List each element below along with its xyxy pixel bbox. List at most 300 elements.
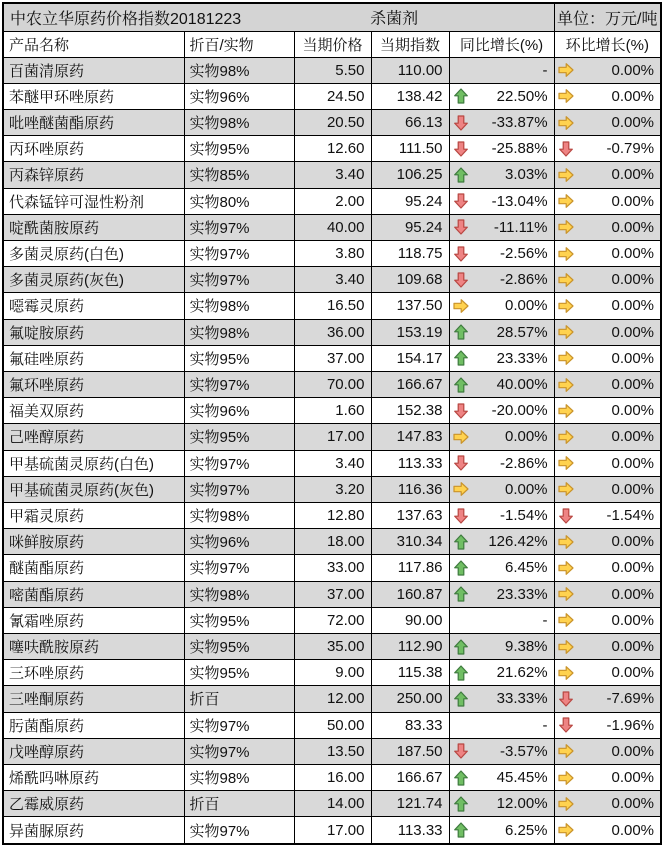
product-name-cell: 氟环唑原药	[3, 371, 184, 397]
yoy-growth-cell	[449, 686, 554, 712]
category-label: 杀菌剂	[370, 10, 419, 28]
growth-value: -0.79%	[606, 140, 655, 158]
current-index-cell: 137.50	[371, 293, 449, 319]
growth-value: -2.86%	[500, 454, 548, 472]
growth-value: 12.00%	[496, 795, 548, 813]
arrow-down-icon	[558, 508, 574, 524]
growth-value: 0.00%	[611, 769, 655, 787]
arrow-up-icon	[453, 534, 469, 550]
mom-growth-cell	[554, 345, 661, 371]
product-name-cell: 丙环唑原药	[3, 136, 184, 162]
yoy-growth-cell	[449, 424, 554, 450]
mom-growth-cell	[554, 476, 661, 502]
spec-cell: 实物97%	[184, 450, 294, 476]
spec-cell: 实物98%	[184, 57, 294, 83]
mom-growth-cell	[554, 398, 661, 424]
mom-growth-cell	[554, 686, 661, 712]
arrow-up-icon	[453, 324, 469, 340]
current-price-cell: 5.50	[294, 57, 371, 83]
mom-growth-cell	[554, 424, 661, 450]
current-price-cell: 12.60	[294, 136, 371, 162]
arrow-up-icon	[453, 691, 469, 707]
growth-value: 33.33%	[496, 690, 548, 708]
growth-value: 40.00%	[496, 376, 548, 394]
current-index-cell: 121.74	[371, 791, 449, 817]
product-name-cell: 噻呋酰胺原药	[3, 633, 184, 659]
current-price-cell: 24.50	[294, 83, 371, 109]
current-price-cell: 3.20	[294, 476, 371, 502]
arrow-right-icon	[558, 455, 574, 471]
current-price-cell: 2.00	[294, 188, 371, 214]
growth-value: 0.00%	[611, 585, 655, 603]
growth-value: 0.00%	[611, 218, 655, 236]
unit-label: 单位：万元/吨	[554, 3, 661, 31]
growth-value: 0.00%	[611, 428, 655, 446]
table-row	[3, 660, 661, 686]
growth-value: -	[542, 61, 548, 79]
arrow-right-icon	[453, 481, 469, 497]
current-index-cell: 166.67	[371, 764, 449, 790]
current-index-cell: 152.38	[371, 398, 449, 424]
current-price-cell: 1.60	[294, 398, 371, 424]
spec-cell: 实物97%	[184, 371, 294, 397]
table-row	[3, 633, 661, 659]
col-header-yoy: 同比增长(%)	[449, 31, 554, 57]
mom-growth-cell	[554, 109, 661, 135]
arrow-up-icon	[453, 167, 469, 183]
growth-value: -	[542, 611, 548, 629]
yoy-growth-cell	[449, 162, 554, 188]
current-price-cell: 36.00	[294, 319, 371, 345]
arrow-right-icon	[558, 62, 574, 78]
spec-cell: 实物95%	[184, 607, 294, 633]
yoy-growth-cell	[449, 476, 554, 502]
product-name-cell: 甲基硫菌灵原药(白色)	[3, 450, 184, 476]
spec-cell: 实物98%	[184, 502, 294, 528]
growth-value: -25.88%	[491, 140, 548, 158]
growth-value: -	[542, 716, 548, 734]
table-row	[3, 319, 661, 345]
current-index-cell: 109.68	[371, 267, 449, 293]
product-name-cell: 醚菌酯原药	[3, 555, 184, 581]
growth-value: -1.54%	[606, 507, 655, 525]
arrow-up-icon	[453, 665, 469, 681]
yoy-growth-cell	[449, 502, 554, 528]
spec-cell: 实物97%	[184, 267, 294, 293]
growth-value: -1.54%	[500, 507, 548, 525]
current-price-cell: 3.40	[294, 267, 371, 293]
product-name-cell: 噁霉灵原药	[3, 293, 184, 319]
arrow-right-icon	[558, 167, 574, 183]
mom-growth-cell	[554, 371, 661, 397]
table-row	[3, 83, 661, 109]
spec-cell: 实物96%	[184, 529, 294, 555]
arrow-down-icon	[558, 691, 574, 707]
spec-cell: 实物97%	[184, 476, 294, 502]
product-name-cell: 甲霜灵原药	[3, 502, 184, 528]
product-name-cell: 多菌灵原药(灰色)	[3, 267, 184, 293]
current-price-cell: 33.00	[294, 555, 371, 581]
arrow-up-icon	[453, 586, 469, 602]
product-name-cell: 福美双原药	[3, 398, 184, 424]
mom-growth-cell	[554, 293, 661, 319]
spec-cell: 实物98%	[184, 109, 294, 135]
yoy-growth-cell	[449, 450, 554, 476]
growth-value: 0.00%	[611, 611, 655, 629]
table-row	[3, 712, 661, 738]
arrow-up-icon	[453, 796, 469, 812]
product-name-cell: 氟硅唑原药	[3, 345, 184, 371]
arrow-up-icon	[453, 350, 469, 366]
yoy-growth-cell	[449, 712, 554, 738]
spec-cell: 实物80%	[184, 188, 294, 214]
table-row	[3, 450, 661, 476]
growth-value: 0.00%	[611, 349, 655, 367]
growth-value: 21.62%	[496, 664, 548, 682]
yoy-growth-cell	[449, 109, 554, 135]
yoy-growth-cell	[449, 555, 554, 581]
spec-cell: 实物96%	[184, 398, 294, 424]
table-row	[3, 136, 661, 162]
yoy-growth-cell	[449, 738, 554, 764]
table-row	[3, 555, 661, 581]
arrow-down-icon	[453, 246, 469, 262]
arrow-right-icon	[558, 219, 574, 235]
arrow-right-icon	[558, 560, 574, 576]
col-header-mom: 环比增长(%)	[554, 31, 661, 57]
growth-value: 45.45%	[496, 769, 548, 787]
growth-value: -33.87%	[491, 114, 548, 131]
product-name-cell: 乙霉威原药	[3, 791, 184, 817]
current-price-cell: 13.50	[294, 738, 371, 764]
growth-value: 0.00%	[611, 821, 655, 839]
table-row	[3, 240, 661, 266]
product-name-cell: 多菌灵原药(白色)	[3, 240, 184, 266]
table-row	[3, 345, 661, 371]
current-index-cell: 95.24	[371, 188, 449, 214]
mom-growth-cell	[554, 555, 661, 581]
spec-cell: 实物98%	[184, 319, 294, 345]
yoy-growth-cell	[449, 240, 554, 266]
current-index-cell: 154.17	[371, 345, 449, 371]
growth-value: 23.33%	[496, 349, 548, 367]
growth-value: 0.00%	[611, 533, 655, 551]
growth-value: 0.00%	[611, 114, 655, 131]
table-row	[3, 188, 661, 214]
current-price-cell: 12.80	[294, 502, 371, 528]
yoy-growth-cell	[449, 57, 554, 83]
arrow-right-icon	[558, 429, 574, 445]
current-price-cell: 17.00	[294, 424, 371, 450]
mom-growth-cell	[554, 240, 661, 266]
yoy-growth-cell	[449, 581, 554, 607]
arrow-down-icon	[453, 272, 469, 288]
growth-value: -11.11%	[493, 218, 548, 236]
arrow-right-icon	[558, 743, 574, 759]
arrow-right-icon	[558, 377, 574, 393]
spec-cell: 实物97%	[184, 555, 294, 581]
arrow-down-icon	[453, 141, 469, 157]
mom-growth-cell	[554, 502, 661, 528]
current-price-cell: 12.00	[294, 686, 371, 712]
growth-value: 0.00%	[611, 87, 655, 105]
growth-value: 6.25%	[504, 821, 548, 839]
product-name-cell: 肟菌酯原药	[3, 712, 184, 738]
spec-cell: 实物85%	[184, 162, 294, 188]
yoy-growth-cell	[449, 345, 554, 371]
spec-cell: 实物95%	[184, 136, 294, 162]
current-index-cell: 113.33	[371, 450, 449, 476]
table-row	[3, 738, 661, 764]
product-name-cell: 苯醚甲环唑原药	[3, 83, 184, 109]
growth-value: 0.00%	[611, 559, 655, 577]
mom-growth-cell	[554, 136, 661, 162]
mom-growth-cell	[554, 633, 661, 659]
arrow-up-icon	[453, 377, 469, 393]
arrow-down-icon	[453, 403, 469, 419]
growth-value: 0.00%	[611, 245, 655, 263]
current-index-cell: 83.33	[371, 712, 449, 738]
current-index-cell: 66.13	[371, 109, 449, 135]
growth-value: 0.00%	[611, 638, 655, 656]
table-row	[3, 476, 661, 502]
product-name-cell: 氟啶胺原药	[3, 319, 184, 345]
mom-growth-cell	[554, 764, 661, 790]
growth-value: 0.00%	[611, 271, 655, 289]
current-price-cell: 16.00	[294, 764, 371, 790]
current-price-cell: 50.00	[294, 712, 371, 738]
yoy-growth-cell	[449, 607, 554, 633]
growth-value: 22.50%	[496, 87, 548, 105]
current-price-cell: 3.40	[294, 162, 371, 188]
arrow-up-icon	[453, 88, 469, 104]
current-index-cell: 187.50	[371, 738, 449, 764]
table-row	[3, 581, 661, 607]
table-row	[3, 502, 661, 528]
growth-value: -3.57%	[500, 742, 548, 760]
arrow-right-icon	[558, 115, 574, 131]
arrow-up-icon	[453, 639, 469, 655]
arrow-down-icon	[453, 115, 469, 131]
current-index-cell: 90.00	[371, 607, 449, 633]
mom-growth-cell	[554, 57, 661, 83]
arrow-right-icon	[558, 822, 574, 838]
growth-value: 3.03%	[504, 166, 548, 184]
current-price-cell: 3.80	[294, 240, 371, 266]
growth-value: 0.00%	[611, 742, 655, 760]
current-index-cell: 110.00	[371, 57, 449, 83]
yoy-growth-cell	[449, 529, 554, 555]
arrow-up-icon	[453, 770, 469, 786]
arrow-right-icon	[558, 298, 574, 314]
arrow-right-icon	[558, 639, 574, 655]
product-name-cell: 氰霜唑原药	[3, 607, 184, 633]
yoy-growth-cell	[449, 660, 554, 686]
arrow-down-icon	[453, 219, 469, 235]
arrow-right-icon	[558, 586, 574, 602]
current-index-cell: 166.67	[371, 371, 449, 397]
spec-cell: 实物97%	[184, 240, 294, 266]
arrow-right-icon	[558, 770, 574, 786]
mom-growth-cell	[554, 607, 661, 633]
mom-growth-cell	[554, 450, 661, 476]
table-row	[3, 371, 661, 397]
growth-value: -13.04%	[491, 192, 548, 210]
growth-value: 0.00%	[611, 376, 655, 394]
table-row	[3, 109, 661, 135]
spec-cell: 实物97%	[184, 712, 294, 738]
growth-value: 9.38%	[504, 638, 548, 656]
arrow-right-icon	[558, 350, 574, 366]
arrow-down-icon	[453, 455, 469, 471]
arrow-right-icon	[558, 272, 574, 288]
table-row	[3, 607, 661, 633]
current-index-cell: 118.75	[371, 240, 449, 266]
table-row	[3, 686, 661, 712]
growth-value: 23.33%	[496, 585, 548, 603]
arrow-right-icon	[558, 481, 574, 497]
spec-cell: 实物98%	[184, 293, 294, 319]
arrow-down-icon	[453, 193, 469, 209]
growth-value: 0.00%	[611, 664, 655, 682]
mom-growth-cell	[554, 188, 661, 214]
current-index-cell: 115.38	[371, 660, 449, 686]
arrow-up-icon	[453, 560, 469, 576]
mom-growth-cell	[554, 791, 661, 817]
yoy-growth-cell	[449, 293, 554, 319]
table-row	[3, 424, 661, 450]
mom-growth-cell	[554, 319, 661, 345]
yoy-growth-cell	[449, 633, 554, 659]
yoy-growth-cell	[449, 136, 554, 162]
table-row	[3, 764, 661, 790]
current-price-cell: 18.00	[294, 529, 371, 555]
title-row	[3, 3, 661, 31]
yoy-growth-cell	[449, 398, 554, 424]
table-row	[3, 267, 661, 293]
current-price-cell: 9.00	[294, 660, 371, 686]
current-index-cell: 95.24	[371, 214, 449, 240]
table-row	[3, 162, 661, 188]
yoy-growth-cell	[449, 371, 554, 397]
current-price-cell: 37.00	[294, 345, 371, 371]
current-index-cell: 111.50	[371, 136, 449, 162]
mom-growth-cell	[554, 162, 661, 188]
growth-value: 6.45%	[504, 559, 548, 577]
product-name-cell: 啶酰菌胺原药	[3, 214, 184, 240]
mom-growth-cell	[554, 712, 661, 738]
price-index-table	[2, 2, 662, 845]
product-name-cell: 己唑醇原药	[3, 424, 184, 450]
current-index-cell: 153.19	[371, 319, 449, 345]
table-row	[3, 791, 661, 817]
yoy-growth-cell	[449, 83, 554, 109]
table-row	[3, 817, 661, 844]
current-price-cell: 16.50	[294, 293, 371, 319]
mom-growth-cell	[554, 267, 661, 293]
mom-growth-cell	[554, 738, 661, 764]
product-name-cell: 甲基硫菌灵原药(灰色)	[3, 476, 184, 502]
yoy-growth-cell	[449, 817, 554, 844]
current-price-cell: 14.00	[294, 791, 371, 817]
current-price-cell: 70.00	[294, 371, 371, 397]
growth-value: 0.00%	[611, 323, 655, 341]
growth-value: 0.00%	[611, 297, 655, 315]
spec-cell: 实物98%	[184, 581, 294, 607]
arrow-right-icon	[558, 665, 574, 681]
product-name-cell: 戊唑醇原药	[3, 738, 184, 764]
product-name-cell: 异菌脲原药	[3, 817, 184, 844]
product-name-cell: 嘧菌酯原药	[3, 581, 184, 607]
growth-value: -2.56%	[500, 245, 548, 263]
growth-value: -1.96%	[606, 716, 655, 734]
current-index-cell: 160.87	[371, 581, 449, 607]
current-index-cell: 106.25	[371, 162, 449, 188]
product-name-cell: 三唑酮原药	[3, 686, 184, 712]
current-index-cell: 112.90	[371, 633, 449, 659]
arrow-right-icon	[558, 612, 574, 628]
table-body	[3, 57, 661, 844]
product-name-cell: 百菌清原药	[3, 57, 184, 83]
growth-value: 0.00%	[504, 297, 548, 315]
current-price-cell: 40.00	[294, 214, 371, 240]
title-cell	[3, 3, 554, 31]
arrow-up-icon	[453, 822, 469, 838]
arrow-down-icon	[558, 141, 574, 157]
report-title: 中农立华原药价格指数20181223	[10, 10, 242, 28]
growth-value: 0.00%	[611, 454, 655, 472]
arrow-right-icon	[453, 429, 469, 445]
current-index-cell: 138.42	[371, 83, 449, 109]
spec-cell: 实物97%	[184, 738, 294, 764]
current-index-cell: 116.36	[371, 476, 449, 502]
yoy-growth-cell	[449, 764, 554, 790]
current-index-cell: 137.63	[371, 502, 449, 528]
current-index-cell: 117.86	[371, 555, 449, 581]
table-row	[3, 398, 661, 424]
current-price-cell: 35.00	[294, 633, 371, 659]
product-name-cell: 三环唑原药	[3, 660, 184, 686]
arrow-down-icon	[453, 743, 469, 759]
current-price-cell: 72.00	[294, 607, 371, 633]
growth-value: 0.00%	[611, 166, 655, 184]
col-header-product: 产品名称	[3, 31, 184, 57]
spec-cell: 实物95%	[184, 424, 294, 450]
spec-cell: 实物95%	[184, 345, 294, 371]
growth-value: -20.00%	[491, 402, 548, 420]
arrow-right-icon	[558, 534, 574, 550]
growth-value: 0.00%	[611, 402, 655, 420]
current-index-cell: 113.33	[371, 817, 449, 844]
yoy-growth-cell	[449, 791, 554, 817]
spec-cell: 实物95%	[184, 660, 294, 686]
spec-cell: 实物98%	[184, 764, 294, 790]
mom-growth-cell	[554, 660, 661, 686]
growth-value: 0.00%	[611, 192, 655, 210]
mom-growth-cell	[554, 817, 661, 844]
growth-value: 0.00%	[504, 480, 548, 498]
spec-cell: 折百	[184, 791, 294, 817]
growth-value: 0.00%	[611, 795, 655, 813]
arrow-right-icon	[558, 246, 574, 262]
arrow-right-icon	[558, 796, 574, 812]
spec-cell: 折百	[184, 686, 294, 712]
table-row	[3, 57, 661, 83]
spec-cell: 实物97%	[184, 817, 294, 844]
current-index-cell: 147.83	[371, 424, 449, 450]
arrow-right-icon	[558, 88, 574, 104]
product-name-cell: 代森锰锌可湿性粉剂	[3, 188, 184, 214]
